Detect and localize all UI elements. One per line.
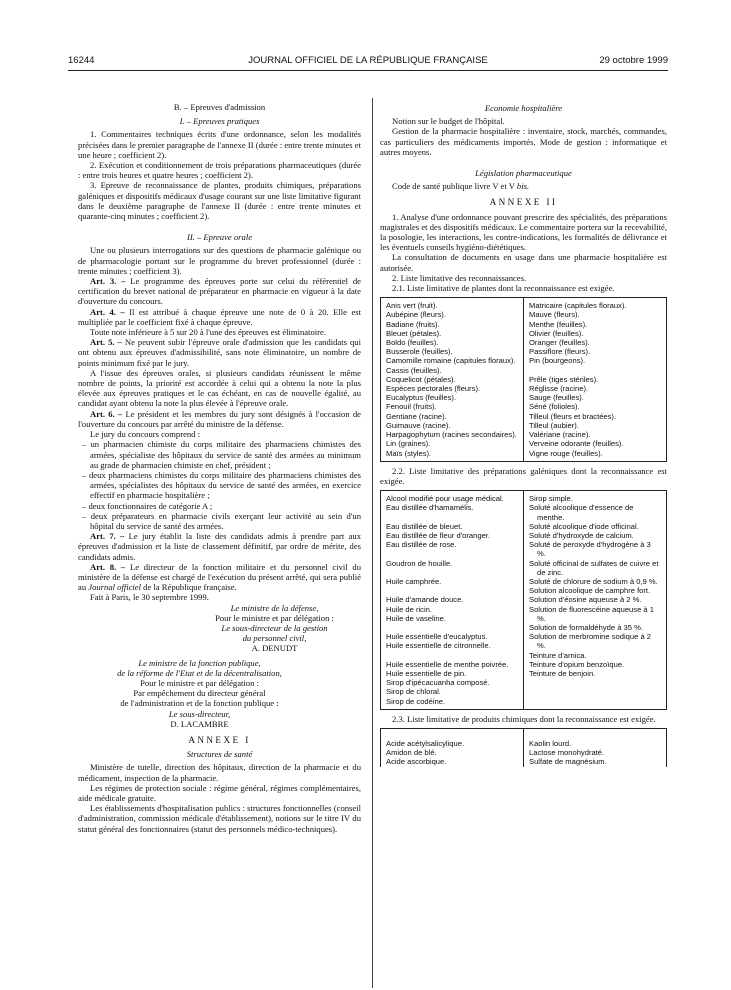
article-5: Art. 5. – Ne peuvent subir l'épreuve orale d'admission que les candidats qui ont obtenu aux épreuves d'admissibilité, sans note éliminatoire, un nombre de points minimum fixé par le jury. (78, 337, 361, 368)
list-item: Eau distillée de fleur d'oranger. (386, 530, 491, 540)
chemicals-list-left (386, 739, 518, 767)
paragraph: La consultation de documents en usage dans une pharmacie hospitalière est autorisée. (380, 252, 667, 273)
subsection-heading: II. – Epreuve orale (186, 232, 253, 243)
list-item: Soluté alcoolique d'essence de menthe. (529, 503, 634, 522)
chemicals-table (380, 728, 667, 767)
list-item: Acide ascorbique. (386, 757, 447, 767)
paragraph: 2.1. Liste limitative de plantes dont la reconnaissance est exigée. (392, 283, 615, 294)
list-item: – deux préparateurs en pharmacie civils exerçant leur activité au sein d'un hôpital du service de santé des armées. (82, 510, 361, 531)
list-item: Séné (folioles). (529, 402, 580, 412)
list-item: Réglisse (racine). (529, 384, 589, 394)
page-number: 16244 (68, 55, 95, 66)
paragraph: 3. Epreuve de reconnaissance de plantes, produits chimiques, préparations galéniques et dispositifs médicaux d'usage courant sur une liste limitative figurant dans le deuxième paragraphe de l'annexe II (durée : entre trente minutes et quarante-cinq minutes ; coefficient 2). (78, 180, 361, 222)
chemicals-list-right (529, 739, 661, 767)
list-item: Olivier (feuilles). (529, 328, 584, 338)
article-3: Art. 3. – Le programme des épreuves porte sur celui du référentiel de certification du brevet national de préparateur en pharmacie en vigueur à la date d'ouverture du concours. (78, 276, 361, 307)
list-item: Maïs (styles). (386, 448, 432, 458)
subsection-heading: Législation pharmaceutique (475, 168, 572, 179)
list-item: Tilleul (aubier). (529, 420, 579, 430)
plants-list-right (529, 301, 661, 457)
column-divider (372, 98, 373, 988)
paragraph: Gestion de la pharmacie hospitalière : inventaire, stock, marchés, commandes, cas particuliers des médicaments importés. Mode de gestion : informatique et autres moyens. (380, 126, 667, 157)
list-item: Solution de fluorescéine aqueuse à 1 %. (529, 604, 654, 623)
paragraph: Le jury du concours comprend : (90, 429, 201, 440)
paragraph: Notion sur le budget de l'hôpital. (392, 116, 505, 127)
paragraph: Toute note inférieure à 5 sur 20 à l'une des épreuves est éliminatoire. (90, 327, 326, 338)
article-label: Art. 5. – (90, 337, 122, 348)
right-column (380, 100, 667, 771)
list-item: Camomille romaine (capitules floraux). (386, 356, 516, 366)
list-item: Soluté d'hydroxyde de calcium. (529, 530, 634, 540)
list-item: Valériane (racine). (529, 430, 591, 440)
signature-block-fonction-publique: Le ministre de la fonction publique, de la réforme de l'Etat et de la décentralisation, Pour le ministre et par délégation : Par empêchement du directeur général de l'administration et de la fonction publique : Le sous-directeur, D. LACAMBRE (117, 657, 282, 729)
running-header (68, 55, 668, 69)
list-item: Soluté de peroxyde d'hydrogène à 3 %. (529, 540, 651, 559)
signature-block-defense: Le ministre de la défense, Pour le ministre et par délégation : Le sous-directeur de la gestion du personnel civil, A. DENUDT (215, 602, 334, 654)
list-item: Prêle (tiges stériles). (529, 374, 599, 384)
jury-list (78, 439, 361, 531)
paragraph: 1. Commentaires techniques écrits d'une ordonnance, selon les modalités précisées dans le premier paragraphe de l'annexe II (durée : entre trente minutes et une heure ; coefficient 2). (78, 129, 361, 160)
paragraph: Code de santé publique livre V et V bis. (392, 181, 530, 192)
list-item: Espèces pectorales (fleurs). (386, 384, 481, 394)
list-item: Sirop de chloral. (386, 687, 441, 697)
list-item: Harpagophytum (racines secondaires). (386, 430, 517, 440)
list-item: Huile d'amande douce. (386, 595, 464, 605)
list-item: Teinture de benjoin. (529, 668, 596, 678)
list-item: Huile camphrée. (386, 576, 442, 586)
list-item: Kaolin lourd. (529, 738, 572, 748)
list-item: Menthe (feuilles). (529, 319, 588, 329)
list-item: Matricaire (capitules floraux). (529, 301, 627, 311)
list-item: Pin (bourgeons). (529, 356, 586, 366)
list-item: Sulfate de magnésium. (529, 757, 607, 767)
list-item: Soluté de chlorure de sodium à 0,9 %. (529, 576, 658, 586)
article-label: Art. 6. – (90, 408, 123, 419)
list-item: Soluté alcoolique d'iode officinal. (529, 521, 639, 531)
article-7: Art. 7. – Le jury établit la liste des candidats admis à prendre part aux épreuves d'admission et la liste de classement définitif, par ordre de mérite, des candidats admis. (78, 531, 361, 562)
list-item: Oranger (feuilles). (529, 338, 590, 348)
journal-title: JOURNAL OFFICIEL DE LA RÉPUBLIQUE FRANÇAISE (248, 55, 488, 66)
left-column (78, 100, 361, 834)
paragraph: 2.2. Liste limitative des préparations galéniques dont la reconnaissance est exigée. (380, 465, 667, 486)
article-8: Art. 8. – Le directeur de la fonction militaire et du personnel civil du ministère de la défense est chargé de l'exécution du présent arrêté, qui sera publié au Journal officiel de la République française. (78, 561, 361, 593)
subsection-heading: I. – Epreuves pratiques (179, 116, 260, 127)
galenic-list-right (529, 494, 661, 678)
article-label: Art. 3. – (90, 276, 126, 287)
list-item: Tilleul (fleurs et bractées). (529, 411, 617, 421)
list-item: Busserole (feuilles). (386, 347, 453, 357)
paragraph: 2. Liste limitative des reconnaissances. (392, 272, 527, 283)
list-item: Amidon de blé. (386, 748, 437, 758)
paragraph: A l'issue des épreuves orales, si plusieurs candidats réunissent le même nombre de points, la priorité est accordée à celui qui a obtenu la note la plus élevée aux épreuves pratiques et le cas échéant, en cas de nouvelle égalité, au candidat ayant obtenu la note la plus élevée à l'épreuve orale. (78, 367, 361, 409)
list-item: Sirop simple. (529, 494, 573, 504)
list-item: Guimauve (racine). (386, 420, 451, 430)
list-item: Teinture d'opium benzoïque. (529, 659, 625, 669)
header-rule (68, 70, 668, 71)
list-item: Bleuet (pétales). (386, 328, 442, 338)
list-item: Cassis (feuilles). (386, 365, 442, 375)
list-item: Solution alcoolique de camphre fort. (529, 586, 651, 596)
list-item: Vigne rouge (feuilles). (529, 448, 603, 458)
list-item: Verveine odorante (feuilles). (529, 439, 624, 449)
paragraph: Les établissements d'hospitalisation publics : structures fonctionnelles (conseil d'administration, commission médicale d'établissement), notions sur le titre IV du statut général des fonctionnaires (statut des personnels médico-techniques). (78, 803, 361, 834)
list-item: Huile essentielle de citronnelle. (386, 641, 491, 651)
list-item: Sirop d'ipécacuanha composé. (386, 678, 490, 688)
list-item (386, 651, 518, 660)
list-item: Solution de merbromine sodique à 2 %. (529, 632, 651, 651)
list-item: Boldo (feuilles). (386, 338, 439, 348)
galenic-list-left (386, 494, 518, 706)
galenic-table (380, 490, 667, 710)
article-label: Art. 4. – (90, 306, 125, 317)
list-item: Huile de ricin. (386, 604, 433, 614)
paragraph: Ministère de tutelle, direction des hôpitaux, direction de la pharmacie et du médicament, inspection de la pharmacie. (78, 762, 361, 783)
list-item: Huile essentielle de menthe poivrée. (386, 659, 509, 669)
paragraph: 2. Exécution et conditionnement de trois préparations pharmaceutiques (durée : entre trois heures et quatre heures ; coefficient 2). (78, 160, 361, 181)
list-item: Eau distillée de rose. (386, 540, 457, 550)
list-item: Goudron de houille. (386, 558, 453, 568)
paragraph: 2.3. Liste limitative de produits chimiques dont la reconnaissance est exigée. (392, 713, 656, 724)
list-item: – un pharmacien chimiste du corps militaire des pharmaciens chimistes des armées, spécialiste des hôpitaux du service de santé des armées au minimum au grade de pharmacien chimiste en chef, président ; (82, 439, 361, 470)
list-item: Fenouil (fruits). (386, 402, 437, 412)
list-item: Solution de formaldéhyde à 35 %. (529, 622, 643, 632)
list-item (529, 366, 661, 375)
list-item: Anis vert (fruit). (386, 301, 438, 311)
list-item: – deux fonctionnaires de catégorie A ; (82, 500, 213, 511)
list-item: Huile de vaseline. (386, 613, 446, 623)
list-item: Badiane (fruits). (386, 319, 440, 329)
plants-table (380, 297, 667, 461)
subsection-heading: Structures de santé (186, 749, 253, 760)
article-label: Art. 7. – (90, 531, 125, 542)
list-item: Passiflore (fleurs). (529, 347, 591, 357)
list-item: Alcool modifié pour usage médical. (386, 494, 504, 504)
list-item (386, 586, 518, 595)
list-item: Coquelicot (pétales). (386, 374, 456, 384)
list-item: Aubépine (fleurs). (386, 310, 446, 320)
list-item: Huile essentielle de pin. (386, 668, 467, 678)
list-item: Solution d'éosine aqueuse à 2 %. (529, 595, 642, 605)
list-item: – deux pharmaciens chimistes du corps militaire des pharmaciens chimistes des armées, spécialistes des hôpitaux du service de santé des armées, en exercice effectif en pharmacie hospitalière ; (82, 469, 361, 501)
list-item (386, 623, 518, 632)
paragraph: 1. Analyse d'une ordonnance pouvant prescrire des spécialités, des préparations magistrales et des dispositifs médicaux. Le commentaire portera sur la recevabilité, la posologie, les interactions, les contre-indications, les formalités de délivrance et les éventuels conseils hygiéno-diététiques. (380, 211, 667, 253)
issue-date: 29 octobre 1999 (599, 55, 668, 66)
subsection-heading: Economie hospitalière (484, 103, 563, 113)
list-item: Acide acétylsalicylique. (386, 738, 465, 748)
list-item: Sauge (feuilles). (529, 393, 584, 403)
annex-heading: ANNEXE II (489, 197, 558, 208)
list-item: Soluté officinal de sulfates de cuivre et de zinc. (529, 558, 659, 577)
list-item: Lactose monohydraté. (529, 748, 605, 758)
list-item: Eau distillée de bleuet. (386, 521, 463, 531)
article-4: Art. 4. – Il est attribué à chaque épreuve une note de 0 à 20. Elle est multipliée par le coefficient fixé à chaque épreuve. (78, 306, 361, 327)
article-6: Art. 6. – Le président et les membres du jury sont désignés à l'occasion de l'ouverture du concours par arrêté du ministre de la défense. (78, 408, 361, 429)
list-item: Lin (graines). (386, 439, 431, 449)
list-item: Teinture d'arnica. (529, 650, 587, 660)
date-line: Fait à Paris, le 30 septembre 1999. (90, 592, 209, 603)
section-heading: B. – Epreuves d'admission (173, 102, 266, 112)
list-item (386, 513, 518, 522)
list-item (386, 568, 518, 577)
list-item: Huile essentielle d'eucalyptus. (386, 632, 488, 642)
list-item: Gentiane (racine). (386, 411, 447, 421)
paragraph: Les régimes de protection sociale : régime général, régimes complémentaires, aide médicale gratuite. (78, 782, 361, 803)
article-label: Art. 8. – (90, 561, 126, 572)
list-item: Eucalyptus (feuilles). (386, 393, 457, 403)
list-item: Mauve (fleurs). (529, 310, 580, 320)
list-item (386, 549, 518, 558)
plants-list-left (386, 301, 518, 457)
list-item: Eau distillée d'hamamélis. (386, 503, 474, 513)
list-item: Sirop de codéine. (386, 696, 446, 706)
paragraph: Une ou plusieurs interrogations sur des questions de pharmacie galénique ou de pharmacologie portant sur le programme du brevet professionnel (durée : trente minutes ; coefficient 3). (78, 245, 361, 276)
annex-heading: ANNEXE I (188, 734, 251, 745)
